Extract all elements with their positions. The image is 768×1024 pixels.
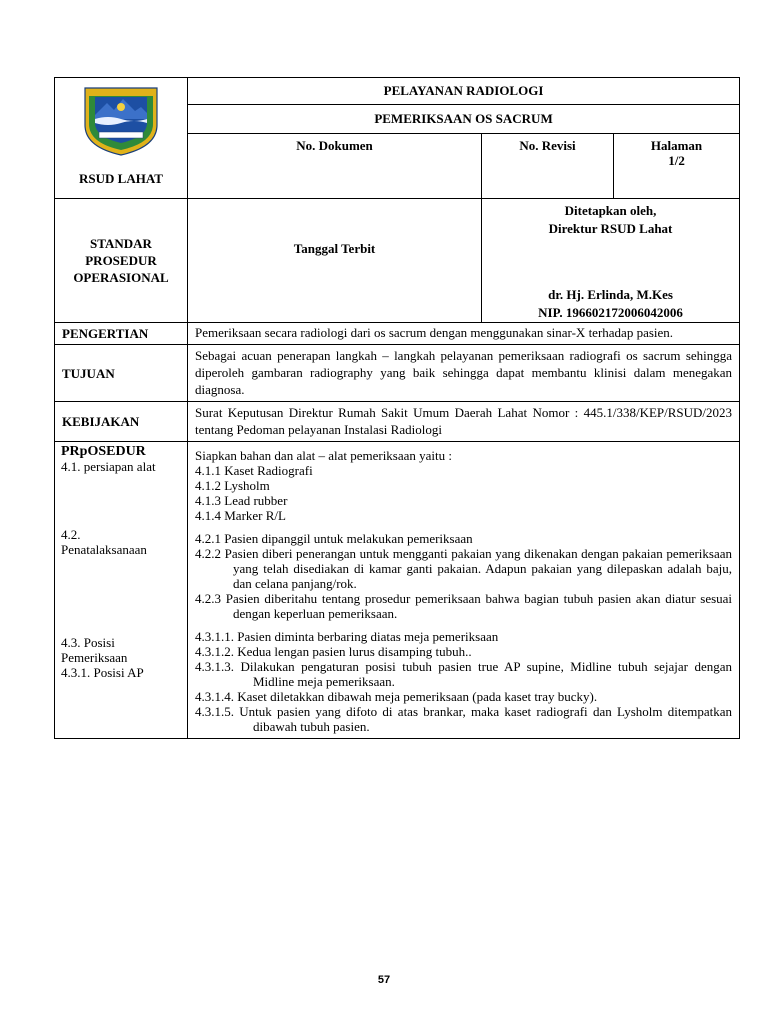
sop-title-cell: [55, 199, 188, 323]
kebijakan-text: Surat Keputusan Direktur Rumah Sakit Umum Daerah Lahat Nomor : 445.1/338/KEP/RSUD/2023 tentang Pedoman pelayanan Instalasi Radiologi: [188, 402, 740, 442]
procedure-right-cell: [188, 442, 740, 739]
revision-number-label: No. Revisi: [482, 134, 614, 199]
prep-item: 4.1.3 Lead rubber: [195, 493, 288, 508]
sop-title-line: OPERASIONAL: [73, 270, 169, 285]
sop-table: [54, 77, 740, 739]
issue-date-label: Tanggal Terbit: [188, 199, 482, 323]
prep-item: 4.1.2 Lysholm: [195, 478, 270, 493]
sop-title-line: PROSEDUR: [85, 253, 157, 268]
pengertian-text: Pemeriksaan secara radiologi dari os sacrum dengan menggunakan sinar-X terhadap pasien.: [188, 323, 740, 345]
approver-title: Direktur RSUD Lahat: [548, 221, 673, 236]
tujuan-text: Sebagai acuan penerapan langkah – langkah pelayanan pemeriksaan radiografi os sacrum sehingga diperoleh gambaran radiography yang baik sehingga dapat membantu klinisi dalam menegakan diagnosa.: [188, 345, 740, 402]
position-step: 4.3.1.5. Untuk pasien yang difoto di atas brankar, maka kaset radiografi dan Lysholm ditempatkan dibawah tubuh pasien.: [195, 704, 733, 734]
hospital-logo-cell: [55, 78, 188, 199]
section-position-line: 4.3.1. Posisi AP: [61, 665, 144, 680]
prep-item: 4.1.1 Kaset Radiografi: [195, 463, 313, 478]
position-step: 4.3.1.1. Pasien diminta berbaring diatas meja pemeriksaan: [195, 629, 499, 644]
page-cell: [614, 134, 740, 199]
page-number: 57: [377, 974, 391, 986]
procedure-left-cell: [55, 442, 188, 739]
page-label: Halaman: [650, 138, 703, 153]
position-step: 4.3.1.3. Dilakukan pengaturan posisi tubuh pasien true AP supine, Midline tubuh sejajar dengan Midline meja pemeriksaan.: [195, 659, 733, 689]
section-prep-label: 4.1. persiapan alat: [61, 459, 156, 474]
prep-item: 4.1.4 Marker R/L: [195, 508, 286, 523]
kebijakan-label: KEBIJAKAN: [55, 402, 188, 442]
section-exec-label: Penatalaksanaan: [61, 542, 147, 557]
section-position-line: Pemeriksaan: [61, 650, 128, 665]
sop-title-line: STANDAR: [90, 236, 152, 251]
service-title: PELAYANAN RADIOLOGI: [188, 78, 740, 105]
position-step: 4.3.1.2. Kedua lengan pasien lurus disamping tubuh..: [195, 644, 472, 659]
procedure-title: PEMERIKSAAN OS SACRUM: [188, 105, 740, 134]
section-exec-number: 4.2.: [61, 527, 81, 542]
exec-step: 4.2.2 Pasien diberi penerangan untuk mengganti pakaian yang dikenakan dengan pakaian pemeriksaan yang telah disediakan di kamar ganti pakaian. Adapun pakaian yang dilepaskan adalah baju, dan celana panjang/rok.: [195, 546, 733, 591]
approved-by-label: Ditetapkan oleh,: [564, 203, 657, 218]
procedure-title: PRpOSEDUR: [61, 444, 146, 459]
document-number-label: No. Dokumen: [188, 134, 482, 199]
approver-nip: NIP. 196602172006042006: [538, 305, 683, 320]
section-position-line: 4.3. Posisi: [61, 635, 115, 650]
exec-step: 4.2.3 Pasien diberitahu tentang prosedur pemeriksaan bahwa bagian tubuh pasien akan diatur sesuai dengan keperluan pemeriksaan.: [195, 591, 733, 621]
pengertian-label: PENGERTIAN: [55, 323, 188, 345]
page-value: 1/2: [668, 153, 685, 168]
tujuan-label: TUJUAN: [55, 345, 188, 402]
hospital-name: RSUD LAHAT: [79, 171, 163, 186]
prep-intro: Siapkan bahan dan alat – alat pemeriksaan yaitu :: [195, 448, 453, 463]
approver-name: dr. Hj. Erlinda, M.Kes: [548, 287, 673, 302]
regency-crest-icon: [81, 85, 161, 157]
position-step: 4.3.1.4. Kaset diletakkan dibawah meja pemeriksaan (pada kaset tray bucky).: [195, 689, 598, 704]
approval-cell: [482, 199, 740, 323]
exec-step: 4.2.1 Pasien dipanggil untuk melakukan pemeriksaan: [195, 531, 473, 546]
